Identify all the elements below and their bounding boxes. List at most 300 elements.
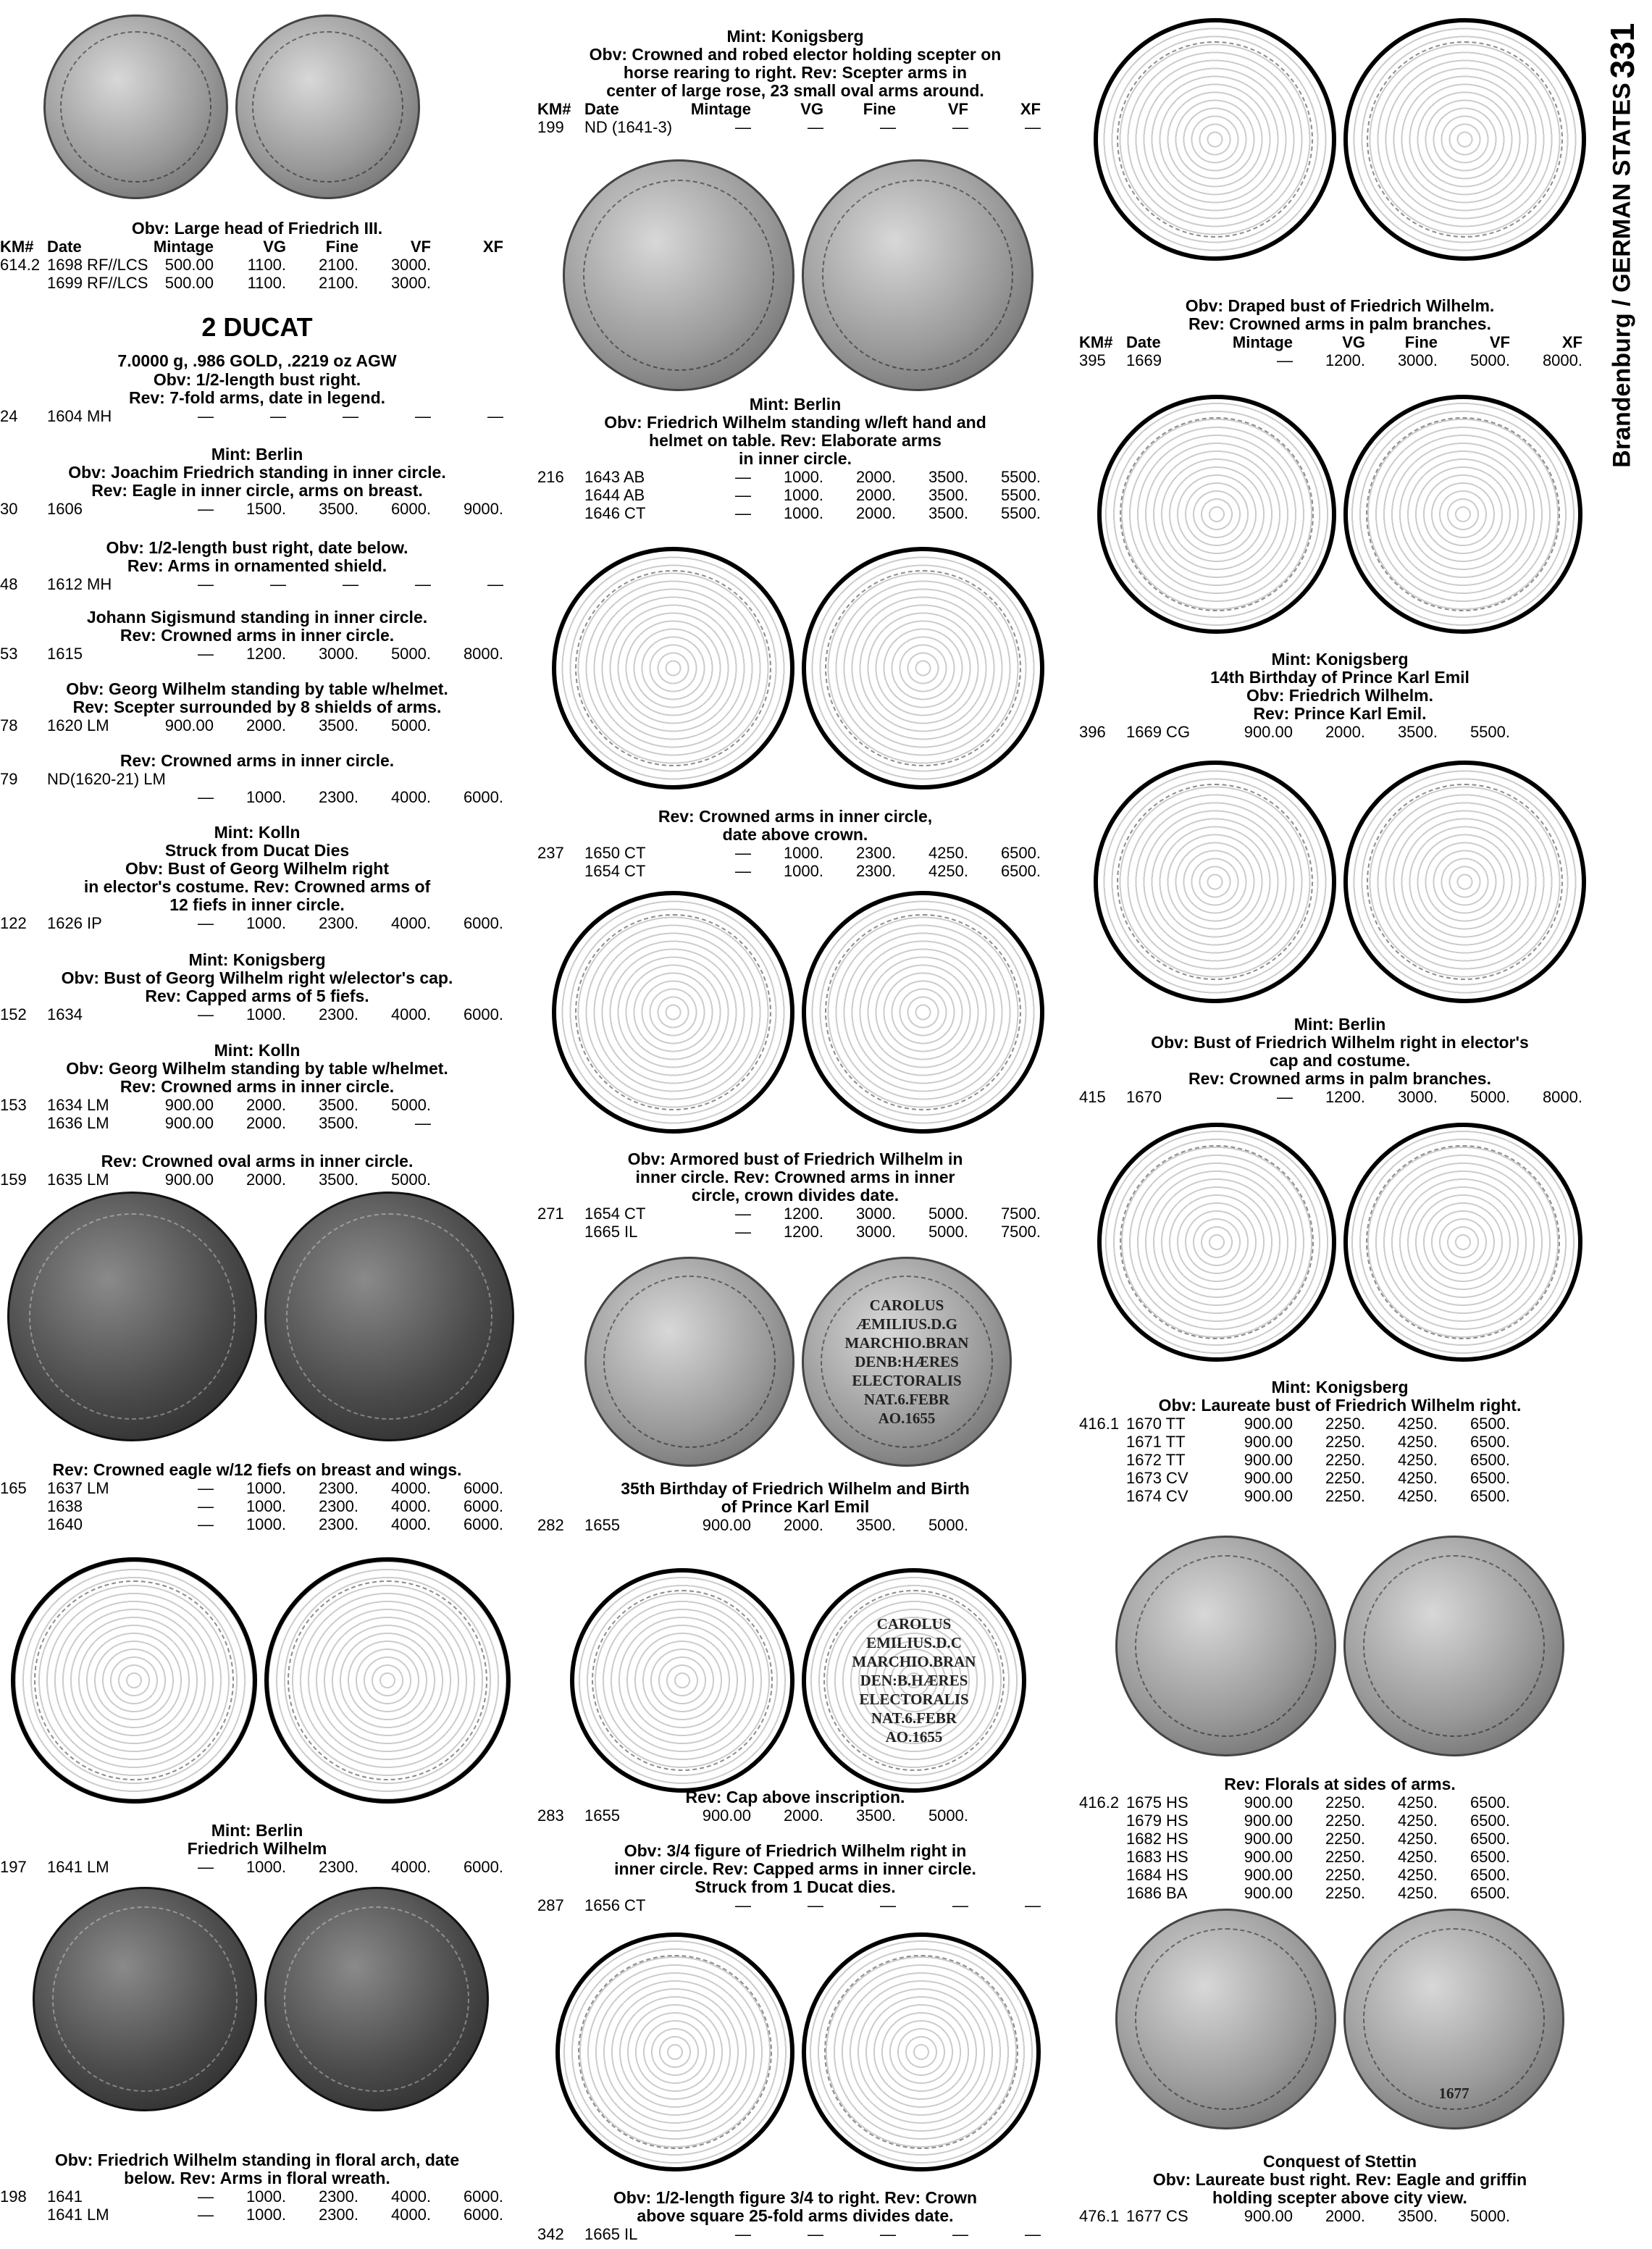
cell-km: 271 (537, 1205, 564, 1223)
header-mintage: Mintage (153, 238, 214, 256)
cell-km: 165 (0, 1479, 27, 1497)
cell-vg: — (270, 575, 286, 593)
cell-vf: 6000. (390, 500, 431, 518)
cell-fine: 3500. (318, 1114, 359, 1132)
cell-mintage: 900.00 (1244, 1487, 1293, 1505)
header-fine: Fine (1404, 333, 1438, 351)
listing-description: Obv: Bust of Friedrich Wilhelm right in elector's (1151, 1033, 1529, 1052)
cell-date: 1686 BA (1126, 1884, 1188, 1902)
cell-date: 1699 RF//LCS (47, 274, 148, 292)
cell-vg: 1000. (783, 844, 823, 862)
table-row (0, 1858, 514, 1876)
table-row (1079, 1451, 1601, 1469)
cell-vg: 1000. (783, 468, 823, 486)
cell-vg: 1500. (246, 500, 286, 518)
table-row (0, 575, 514, 593)
cell-vg: 2000. (246, 1170, 286, 1189)
cell-date: 1640 (47, 1515, 83, 1533)
cell-date: 1671 TT (1126, 1433, 1186, 1451)
cell-mintage: 900.00 (1244, 723, 1293, 741)
cell-date: 1643 AB (584, 468, 645, 486)
cell-vg: 1000. (783, 504, 823, 522)
cell-mintage: — (198, 2187, 214, 2206)
coin-image-199 (552, 159, 1044, 391)
coin-image-165 (7, 1191, 514, 1441)
table-row (1079, 1830, 1601, 1848)
cell-km: 283 (537, 1806, 564, 1825)
header-date: Date (1126, 333, 1161, 351)
table-row (1079, 723, 1601, 741)
listing-description: in inner circle. (739, 449, 852, 468)
listing-block (1079, 1378, 1601, 1505)
cell-fine: 4250. (1397, 1866, 1438, 1884)
cell-km (537, 486, 584, 504)
cell-vg: — (270, 407, 286, 425)
listing-block (0, 1042, 514, 1132)
cell-vf: 4250. (928, 844, 968, 862)
cell-fine: 3000. (855, 1205, 896, 1223)
listing-block (0, 680, 514, 734)
listing-block (537, 28, 1053, 136)
listing-description: Rev: Crowned arms in palm branches. (1188, 314, 1491, 333)
table-row (1079, 1415, 1601, 1433)
coin-inscription (1346, 1911, 1562, 2127)
listing-description: Obv: 3/4 figure of Friedrich Wilhelm right in (624, 1841, 967, 1860)
table-row (1079, 1793, 1601, 1812)
cell-vf: 4000. (390, 1858, 431, 1876)
cell-fine: — (880, 1896, 896, 1914)
listing-description: 12 fiefs in inner circle. (169, 895, 345, 914)
listing-description: Rev: Crowned arms in inner circle, (658, 807, 933, 826)
listing-description: Johann Sigismund standing in inner circle. (86, 608, 428, 627)
coin-reverse (802, 1257, 1012, 1467)
cell-date: 1612 MH (47, 575, 112, 593)
cell-mintage: 900.00 (1244, 1830, 1293, 1848)
cell-vf: 5500. (1469, 723, 1510, 741)
cell-date: 1669 CG (1126, 723, 1191, 741)
listing-description: Rev: Scepter surrounded by 8 shields of arms. (72, 698, 442, 716)
cell-vf: 5000. (1469, 2207, 1510, 2225)
table-row (0, 274, 514, 292)
listing-description: Mint: Berlin (1293, 1015, 1386, 1034)
cell-xf: 6500. (1000, 844, 1041, 862)
coin-reverse (1343, 1536, 1564, 1756)
cell-vg: 2000. (246, 716, 286, 734)
cell-mintage: 900.00 (1244, 1884, 1293, 1902)
table-row (0, 1515, 514, 1533)
listing-block (537, 2189, 1053, 2243)
listing-description: Obv: Friedrich Wilhelm standing in floral arch, date (54, 2150, 460, 2169)
cell-fine: 2100. (318, 274, 359, 292)
table-row (0, 1005, 514, 1023)
cell-mintage: 900.00 (1244, 1451, 1293, 1469)
coin-image-476-1 (1108, 1909, 1572, 2129)
page-number: 331 (1603, 22, 1641, 79)
cell-fine: 2300. (318, 1858, 359, 1876)
cell-mintage: — (198, 645, 214, 663)
cell-vf: 4000. (390, 914, 431, 932)
cell-mintage: 900.00 (702, 1516, 751, 1534)
table-row (1079, 351, 1601, 369)
cell-date: ND(1620-21) LM (47, 770, 166, 788)
cell-km (1079, 1812, 1126, 1830)
cell-xf (1510, 1469, 1582, 1487)
table-row (0, 770, 514, 788)
listing-description: in elector's costume. Rev: Crowned arms of (83, 877, 431, 896)
cell-km (1079, 1830, 1126, 1848)
cell-km: 282 (537, 1516, 564, 1534)
listing-block (0, 951, 514, 1023)
header-vf: VF (410, 238, 431, 256)
listing-block (0, 752, 514, 806)
cell-fine: 2300. (318, 788, 359, 806)
cell-xf (968, 1806, 1041, 1825)
header-vf: VF (947, 100, 968, 118)
cell-vf: 5000. (928, 1205, 968, 1223)
cell-mintage (148, 770, 214, 788)
cell-km: 53 (0, 645, 18, 663)
cell-mintage: — (1277, 1088, 1293, 1106)
cell-mintage: 900.00 (164, 1096, 214, 1114)
cell-date: 1677 CS (1126, 2207, 1188, 2225)
coin-reverse (264, 1191, 514, 1441)
cell-mintage: — (198, 2206, 214, 2224)
cell-mintage: — (198, 575, 214, 593)
cell-vf: 5000. (390, 1096, 431, 1114)
table-row (537, 468, 1053, 486)
cell-xf: 6000. (463, 788, 503, 806)
cell-vf: 6500. (1469, 1866, 1510, 1884)
cell-mintage: 900.00 (1244, 1848, 1293, 1866)
listing-description: 35th Birthday of Friedrich Wilhelm and Birth (621, 1479, 970, 1498)
coin-reverse (1343, 1909, 1564, 2129)
cell-vf: — (415, 575, 431, 593)
listing-description: Mint: Konigsberg (1271, 1378, 1409, 1396)
cell-vf: 6500. (1469, 1487, 1510, 1505)
listing-description: Obv: Georg Wilhelm standing by table w/helmet. (66, 1059, 448, 1078)
coin-reverse (802, 547, 1044, 790)
cell-km: 415 (1079, 1088, 1106, 1106)
cell-vg: 2250. (1325, 1433, 1365, 1451)
cell-date: 1634 LM (47, 1096, 109, 1114)
cell-km (537, 504, 584, 522)
table-row (0, 2187, 514, 2206)
cell-vf: 4000. (390, 2206, 431, 2224)
cell-date: 1674 CV (1126, 1487, 1188, 1505)
cell-mintage: — (198, 1497, 214, 1515)
cell-vg: 2250. (1325, 1793, 1365, 1812)
table-row (1079, 1487, 1601, 1505)
cell-date (47, 788, 148, 806)
cell-km: 342 (537, 2225, 564, 2243)
cell-xf: — (1025, 118, 1041, 136)
cell-xf (431, 1096, 503, 1114)
cell-mintage: — (735, 1896, 751, 1914)
cell-vg: 1000. (246, 1005, 286, 1023)
coin-obverse (1115, 1909, 1336, 2129)
cell-xf: 8000. (463, 645, 503, 663)
cell-km: 237 (537, 844, 564, 862)
listing-description: Rev: Arms in ornamented shield. (127, 556, 387, 575)
cell-fine: 3500. (1397, 2207, 1438, 2225)
cell-mintage: 900.00 (164, 1114, 214, 1132)
cell-fine: 2300. (318, 1515, 359, 1533)
inscription-line: DENB:HÆRES (855, 1353, 959, 1370)
denomination-weight: 7.0000 g, .986 GOLD, .2219 oz AGW (117, 351, 397, 370)
cell-vg: — (808, 1896, 823, 1914)
cell-vg: 1000. (246, 1497, 286, 1515)
listing-description: Mint: Berlin (749, 395, 842, 414)
listing-description: Obv: Laureate bust of Friedrich Wilhelm right. (1158, 1396, 1522, 1415)
section-title: Brandenburg / GERMAN STATES (1608, 83, 1636, 468)
table-row (537, 1516, 1053, 1534)
cell-xf (431, 256, 503, 274)
cell-vg: 2250. (1325, 1469, 1365, 1487)
cell-vf: 3500. (928, 486, 968, 504)
cell-vg: 1200. (783, 1205, 823, 1223)
inscription-date: 1677 (1438, 2085, 1469, 2102)
cell-mintage: — (198, 914, 214, 932)
cell-fine: 2300. (855, 844, 896, 862)
cell-mintage: 900.00 (164, 716, 214, 734)
header-vg: VG (1342, 333, 1365, 351)
coin-image-282 (559, 1568, 1037, 1793)
table-row (0, 1170, 514, 1189)
cell-mintage: — (1277, 351, 1293, 369)
table-row (537, 1205, 1053, 1223)
cell-date: 1673 CV (1126, 1469, 1188, 1487)
cell-date: 1634 (47, 1005, 83, 1023)
cell-date: 1604 MH (47, 407, 112, 425)
coin-reverse (264, 1887, 489, 2111)
cell-vg: 2000. (1325, 723, 1365, 741)
cell-mintage: — (735, 1223, 751, 1241)
cell-xf: — (487, 575, 503, 593)
table-header-row (537, 100, 1053, 118)
cell-fine: 4250. (1397, 1433, 1438, 1451)
cell-km: 152 (0, 1005, 27, 1023)
coin-image-197 (7, 1557, 514, 1804)
cell-km: 395 (1079, 351, 1106, 369)
cell-mintage: 900.00 (1244, 1433, 1293, 1451)
cell-date: 1644 AB (584, 486, 645, 504)
cell-date: 1679 HS (1126, 1812, 1188, 1830)
cell-date: ND (1641-3) (584, 118, 673, 136)
listing-block (0, 1152, 514, 1189)
table-row (1079, 1848, 1601, 1866)
cell-xf: 7500. (1000, 1205, 1041, 1223)
cell-vf: 3500. (928, 468, 968, 486)
cell-vg: 2250. (1325, 1487, 1365, 1505)
cell-xf (1510, 1848, 1582, 1866)
cell-mintage: 900.00 (1244, 1812, 1293, 1830)
cell-vg: 1000. (783, 486, 823, 504)
inscription-line: NAT.6.FEBR (863, 1391, 950, 1408)
cell-km: 122 (0, 914, 27, 932)
listing-block (0, 371, 514, 425)
cell-fine: 3000. (1397, 351, 1438, 369)
coin-image-416-2 (1108, 1536, 1572, 1756)
header-vg: VG (263, 238, 286, 256)
header-vg: VG (800, 100, 823, 118)
cell-vf: 4000. (390, 1497, 431, 1515)
listing-description: Mint: Kolln (214, 1041, 301, 1060)
table-row (0, 500, 514, 518)
listing-description: Obv: Laureate bust right. Rev: Eagle and griffin (1152, 2170, 1527, 2189)
listing-description: Rev: Crowned eagle w/12 fiefs on breast and wings. (52, 1460, 462, 1479)
cell-mintage: — (735, 862, 751, 880)
cell-fine: 3500. (855, 1516, 896, 1534)
cell-xf: 6500. (1000, 862, 1041, 880)
coin-reverse (264, 1557, 511, 1804)
cell-vg: 1000. (246, 788, 286, 806)
listing-description: date above crown. (722, 825, 868, 844)
listing-description: horse rearing to right. Rev: Scepter arms in (623, 63, 968, 82)
cell-mintage: — (735, 504, 751, 522)
cell-km: 48 (0, 575, 18, 593)
cell-xf: 5500. (1000, 468, 1041, 486)
table-row (1079, 1866, 1601, 1884)
coin-obverse (563, 159, 794, 391)
cell-fine: — (343, 575, 359, 593)
cell-xf: 7500. (1000, 1223, 1041, 1241)
cell-date: 1650 CT (584, 844, 646, 862)
listing-block (0, 608, 514, 663)
listing-description: Friedrich Wilhelm (187, 1839, 327, 1858)
cell-vg: 1000. (783, 862, 823, 880)
cell-vf: — (952, 2225, 968, 2243)
table-row (0, 1096, 514, 1114)
cell-vg: 1200. (1325, 1088, 1365, 1106)
header-mintage: Mintage (1232, 333, 1293, 351)
listing-description: inner circle. Rev: Crowned arms in inner (635, 1168, 955, 1186)
cell-date: 1672 TT (1126, 1451, 1186, 1469)
cell-xf: 6000. (463, 1497, 503, 1515)
cell-date: 1615 (47, 645, 83, 663)
cell-vf: 4000. (390, 1479, 431, 1497)
cell-vf: — (952, 118, 968, 136)
listing-block (537, 1480, 1053, 1534)
cell-date: 1641 LM (47, 1858, 109, 1876)
cell-date: 1637 LM (47, 1479, 109, 1497)
cell-date: 1675 HS (1126, 1793, 1188, 1812)
cell-date: 1682 HS (1126, 1830, 1188, 1848)
cell-vf: — (415, 1114, 431, 1132)
cell-fine: 4250. (1397, 1830, 1438, 1848)
cell-vg: 2250. (1325, 1830, 1365, 1848)
listing-block (537, 1788, 1053, 1825)
listing-description: above square 25-fold arms divides date. (637, 2206, 954, 2225)
cell-km: 476.1 (1079, 2207, 1120, 2225)
table-row (0, 716, 514, 734)
cell-km: 30 (0, 500, 18, 518)
listing-description: Mint: Konigsberg (726, 27, 864, 46)
cell-fine: 3500. (318, 716, 359, 734)
cell-date: 1655 (584, 1806, 620, 1825)
coin-obverse (1097, 1123, 1336, 1362)
cell-fine: 2300. (318, 914, 359, 932)
cell-mintage: — (198, 788, 214, 806)
inscription-line: CAROLUS (876, 1615, 952, 1633)
cell-km: 24 (0, 407, 18, 425)
cell-fine: 4250. (1397, 1469, 1438, 1487)
cell-fine: 3000. (855, 1223, 896, 1241)
coin-obverse (7, 1191, 257, 1441)
cell-vg: 1200. (783, 1223, 823, 1241)
cell-mintage: — (735, 486, 751, 504)
coin-inscription (804, 1259, 1010, 1465)
cell-date: 1620 LM (47, 716, 109, 734)
listing-description: Obv: Armored bust of Friedrich Wilhelm in (627, 1149, 963, 1168)
coin-reverse (1343, 18, 1586, 261)
listing-block (537, 1842, 1053, 1914)
cell-fine: — (343, 407, 359, 425)
listing-description: Rev: Crowned arms in inner circle. (120, 1077, 395, 1096)
cell-xf (968, 1516, 1041, 1534)
coin-obverse (1097, 395, 1336, 634)
coin-reverse (802, 891, 1044, 1134)
cell-xf (1510, 1866, 1582, 1884)
cell-xf: 6000. (463, 1005, 503, 1023)
cell-fine: — (880, 118, 896, 136)
cell-fine: 3500. (318, 1170, 359, 1189)
listing-block (537, 1150, 1053, 1241)
cell-vf: 3500. (928, 504, 968, 522)
header-xf: XF (482, 238, 503, 256)
cell-km (537, 862, 584, 880)
cell-km: 78 (0, 716, 18, 734)
cell-km (0, 788, 47, 806)
coin-reverse (802, 1568, 1026, 1793)
cell-vf: 6500. (1469, 1812, 1510, 1830)
header-fine: Fine (863, 100, 896, 118)
listing-block (1079, 2153, 1601, 2225)
cell-xf: 5500. (1000, 504, 1041, 522)
cell-xf (1510, 1433, 1582, 1451)
cell-mintage: — (735, 118, 751, 136)
inscription-line: MARCHIO.BRAN (852, 1653, 976, 1670)
cell-vg: 1200. (246, 645, 286, 663)
listing-description: Obv: 1/2-length bust right, date below. (106, 538, 408, 557)
cell-vg: 2000. (246, 1096, 286, 1114)
coin-reverse (802, 1932, 1041, 2171)
header-km: KM# (1079, 333, 1113, 351)
cell-date: 1670 TT (1126, 1415, 1186, 1433)
coin-inscription (806, 1572, 1022, 1788)
cell-fine: 2300. (855, 862, 896, 880)
listing-description: Obv: Bust of Georg Wilhelm right w/elector's cap. (61, 968, 453, 987)
cell-vf: 3000. (390, 256, 431, 274)
cell-vg: 2250. (1325, 1884, 1365, 1902)
cell-fine: 3500. (318, 500, 359, 518)
listing-description: Mint: Konigsberg (1271, 650, 1409, 669)
cell-fine: 2300. (318, 2206, 359, 2224)
cell-fine: 2100. (318, 256, 359, 274)
listing-description: Rev: Crowned arms in palm branches. (1188, 1069, 1491, 1088)
listing-block (1079, 650, 1601, 741)
cell-km: 79 (0, 770, 18, 788)
table-row (537, 504, 1053, 522)
cell-fine: 2000. (855, 468, 896, 486)
cell-fine: 4250. (1397, 1848, 1438, 1866)
listing-description: Obv: 1/2-length bust right. (153, 370, 361, 389)
header-xf: XF (1561, 333, 1582, 351)
cell-mintage: — (198, 500, 214, 518)
cell-km (1079, 1451, 1126, 1469)
inscription-line: MARCHIO.BRAN (844, 1334, 969, 1352)
listing-description: Mint: Berlin (211, 445, 303, 464)
cell-vg: — (808, 2225, 823, 2243)
